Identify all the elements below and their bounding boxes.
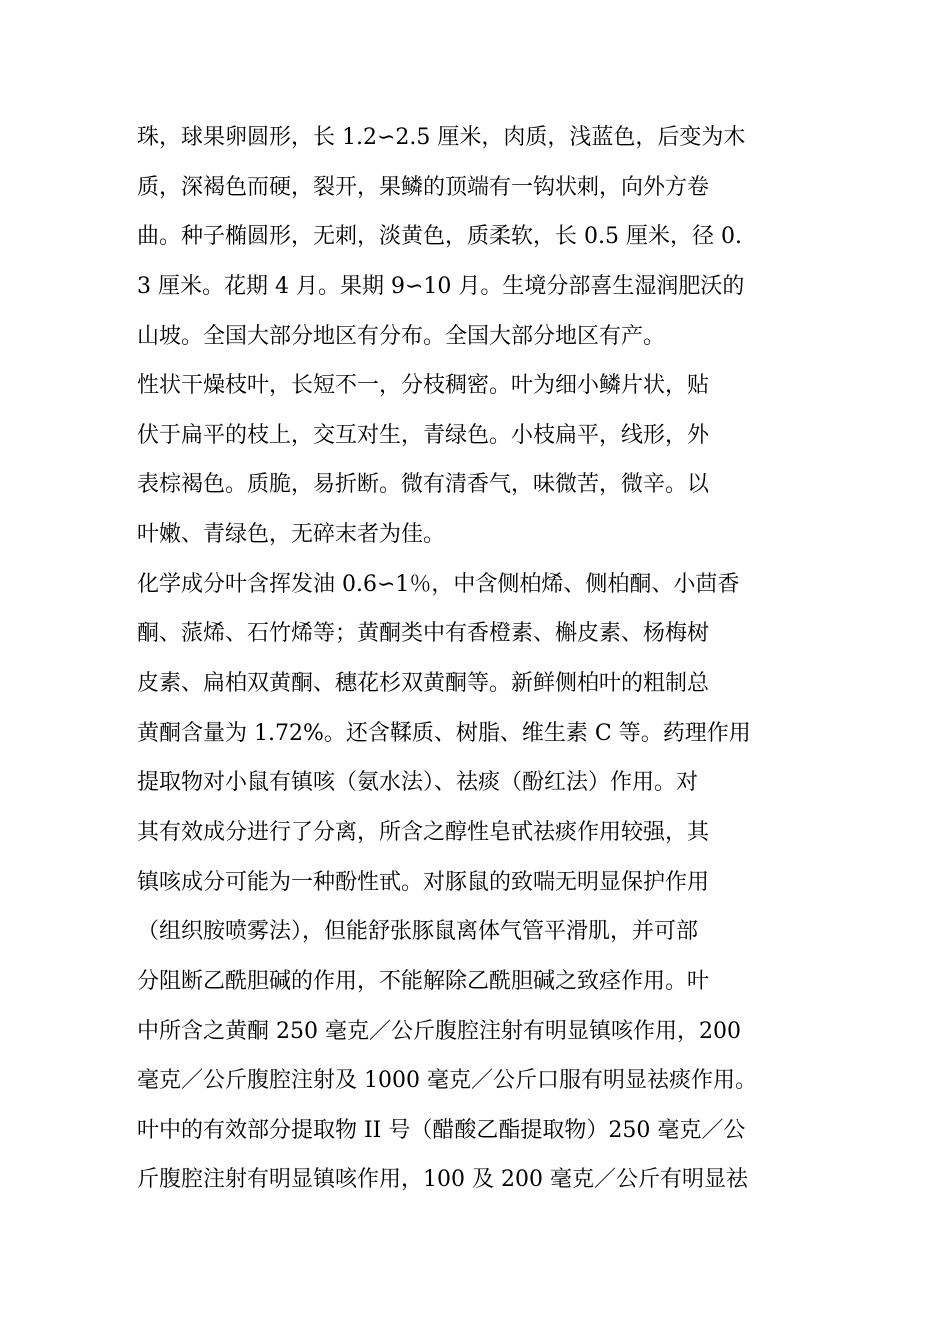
text-line: 珠，球果卵圆形，长 1.2∽2.5 厘米，肉质，浅蓝色，后变为木 (137, 125, 746, 150)
text-line: 镇咳成分可能为一种酚性甙。对豚鼠的致喘无明显保护作用 (137, 869, 710, 895)
text-line: 叶嫩、青绿色，无碎末者为佳。 (137, 522, 446, 548)
text-line: 分阻断乙酰胆碱的作用，不能解除乙酰胆碱之致痉作用。叶 (137, 968, 710, 994)
text-line: 提取物对小鼠有镇咳（氨水法）、祛痰（酚红法）作用。对 (137, 770, 699, 796)
text-line: 其有效成分进行了分离，所含之醇性皂甙祛痰作用较强，其 (137, 819, 710, 845)
text-line: 斤腹腔注射有明显镇咳作用，100 及 200 毫克／公斤有明显祛 (137, 1167, 748, 1193)
text-line: 毫克／公斤腹腔注射及 1000 毫克／公斤口服有明显祛痰作用。 (137, 1068, 757, 1094)
text-line: 伏于扁平的枝上，交互对生，青绿色。小枝扁平，线形，外 (137, 422, 710, 448)
text-line: 3 厘米。花期 4 月。果期 9∽10 月。生境分部喜生湿润肥沃的 (137, 273, 745, 299)
text-line: 皮素、扁柏双黄酮、穗花杉双黄酮等。新鲜侧柏叶的粗制总 (137, 671, 710, 697)
text-line: 山坡。全国大部分地区有分布。全国大部分地区有产。 (137, 323, 666, 349)
text-line: 曲。种子椭圆形，无刺，淡黄色，质柔软，长 0.5 厘米，径 0. (137, 224, 742, 250)
text-line: 质，深褐色而硬，裂开，果鳞的顶端有一钩状刺，向外方卷 (137, 174, 710, 200)
text-line: （组织胺喷雾法），但能舒张豚鼠离体气管平滑肌，并可部 (137, 919, 699, 945)
text-line: 黄酮含量为 1.72%。还含鞣质、树脂、维生素 C 等。药理作用 (137, 720, 751, 746)
text-line: 性状干燥枝叶，长短不一，分枝稠密。叶为细小鳞片状，贴 (137, 373, 710, 399)
body-text (137, 113, 837, 1205)
text-line: 化学成分叶含挥发油 0.6∽1％，中含侧柏烯、侧柏酮、小茴香 (137, 571, 740, 597)
text-line: 叶中的有效部分提取物 II 号（醋酸乙酯提取物）250 毫克／公 (137, 1117, 746, 1143)
text-line: 中所含之黄酮 250 毫克／公斤腹腔注射有明显镇咳作用，200 (137, 1018, 741, 1044)
text-line: 表棕褐色。质脆，易折断。微有清香气，味微苦，微辛。以 (137, 472, 710, 498)
text-line: 酮、蒎烯、石竹烯等；黄酮类中有香橙素、槲皮素、杨梅树 (137, 621, 710, 647)
